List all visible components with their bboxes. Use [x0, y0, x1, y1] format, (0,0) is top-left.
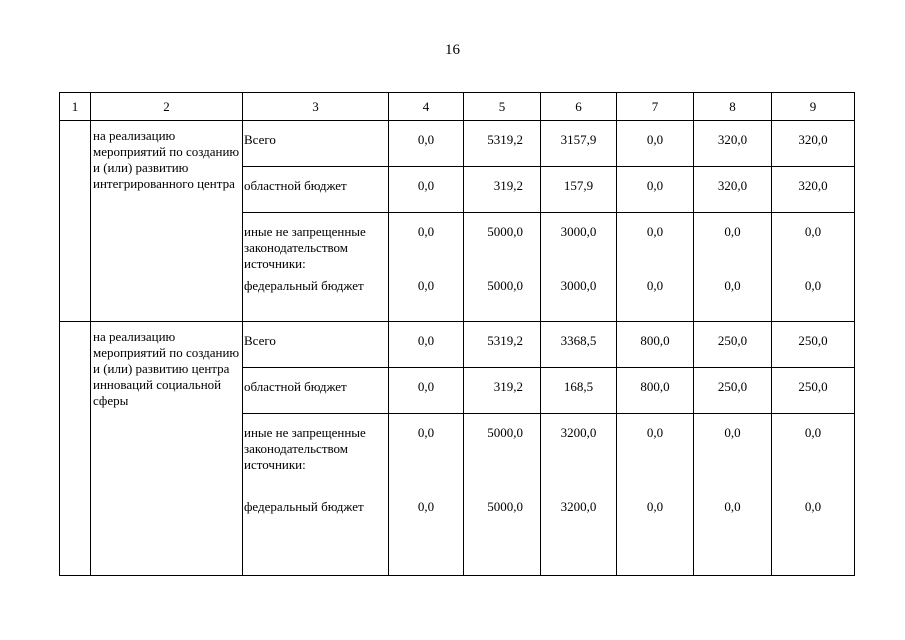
- value-cell: 250,0: [694, 322, 772, 368]
- value-cell: 168,5: [541, 368, 617, 414]
- funding-source: областной бюджет: [243, 368, 389, 414]
- value-cell: 0,0: [389, 495, 464, 576]
- header-cell: 4: [389, 93, 464, 121]
- value-cell: 319,2: [464, 167, 541, 213]
- value-cell: 0,0: [694, 495, 772, 576]
- value-cell: 0,0: [694, 414, 772, 495]
- table-row: [60, 121, 855, 167]
- header-cell: 5: [464, 93, 541, 121]
- value-cell: 3200,0: [541, 495, 617, 576]
- value-cell: 3000,0: [541, 274, 617, 322]
- funding-source: Всего: [243, 121, 389, 167]
- row-number-cell: [60, 121, 91, 322]
- value-cell: 0,0: [617, 167, 694, 213]
- value-cell: 5000,0: [464, 495, 541, 576]
- value-cell: 250,0: [694, 368, 772, 414]
- value-cell: 800,0: [617, 322, 694, 368]
- funding-source: иные не запрещенные законодательством источники:: [243, 213, 389, 274]
- header-cell: 2: [91, 93, 243, 121]
- row-number-cell: [60, 322, 91, 576]
- page-number: 16: [445, 42, 460, 58]
- value-cell: 320,0: [694, 167, 772, 213]
- funding-source: федеральный бюджет: [243, 274, 389, 322]
- header-cell: 3: [243, 93, 389, 121]
- measure-description: на реализацию мероприятий по созданию и (или) развитию интегрированного центра: [91, 121, 243, 322]
- value-cell: 0,0: [772, 414, 855, 495]
- header-cell: 1: [60, 93, 91, 121]
- value-cell: 320,0: [772, 121, 855, 167]
- value-cell: 0,0: [389, 368, 464, 414]
- value-cell: 5319,2: [464, 121, 541, 167]
- value-cell: 0,0: [617, 495, 694, 576]
- value-cell: 0,0: [772, 213, 855, 274]
- measure-description: на реализацию мероприятий по созданию и (или) развитию центра инноваций социальной сферы: [91, 322, 243, 576]
- value-cell: 0,0: [772, 274, 855, 322]
- value-cell: 3200,0: [541, 414, 617, 495]
- value-cell: 320,0: [694, 121, 772, 167]
- funding-source: областной бюджет: [243, 167, 389, 213]
- value-cell: 0,0: [694, 213, 772, 274]
- value-cell: 800,0: [617, 368, 694, 414]
- value-cell: 250,0: [772, 322, 855, 368]
- value-cell: 0,0: [694, 274, 772, 322]
- value-cell: 5000,0: [464, 274, 541, 322]
- value-cell: 320,0: [772, 167, 855, 213]
- header-cell: 6: [541, 93, 617, 121]
- value-cell: 3157,9: [541, 121, 617, 167]
- value-cell: 3000,0: [541, 213, 617, 274]
- header-row: [60, 93, 855, 121]
- value-cell: 0,0: [389, 274, 464, 322]
- funding-source: иные не запрещенные законодательством источники:: [243, 414, 389, 495]
- table-row: [60, 322, 855, 368]
- value-cell: 0,0: [617, 274, 694, 322]
- value-cell: 5000,0: [464, 213, 541, 274]
- value-cell: 0,0: [389, 322, 464, 368]
- value-cell: 250,0: [772, 368, 855, 414]
- value-cell: 3368,5: [541, 322, 617, 368]
- value-cell: 157,9: [541, 167, 617, 213]
- value-cell: 0,0: [772, 495, 855, 576]
- value-cell: 0,0: [389, 121, 464, 167]
- budget-table: [59, 92, 855, 576]
- value-cell: 319,2: [464, 368, 541, 414]
- value-cell: 5000,0: [464, 414, 541, 495]
- value-cell: 0,0: [617, 414, 694, 495]
- value-cell: 0,0: [389, 213, 464, 274]
- funding-source: Всего: [243, 322, 389, 368]
- header-cell: 8: [694, 93, 772, 121]
- header-cell: 9: [772, 93, 855, 121]
- value-cell: 0,0: [617, 121, 694, 167]
- value-cell: 5319,2: [464, 322, 541, 368]
- value-cell: 0,0: [617, 213, 694, 274]
- value-cell: 0,0: [389, 167, 464, 213]
- funding-source: федеральный бюджет: [243, 495, 389, 576]
- value-cell: 0,0: [389, 414, 464, 495]
- header-cell: 7: [617, 93, 694, 121]
